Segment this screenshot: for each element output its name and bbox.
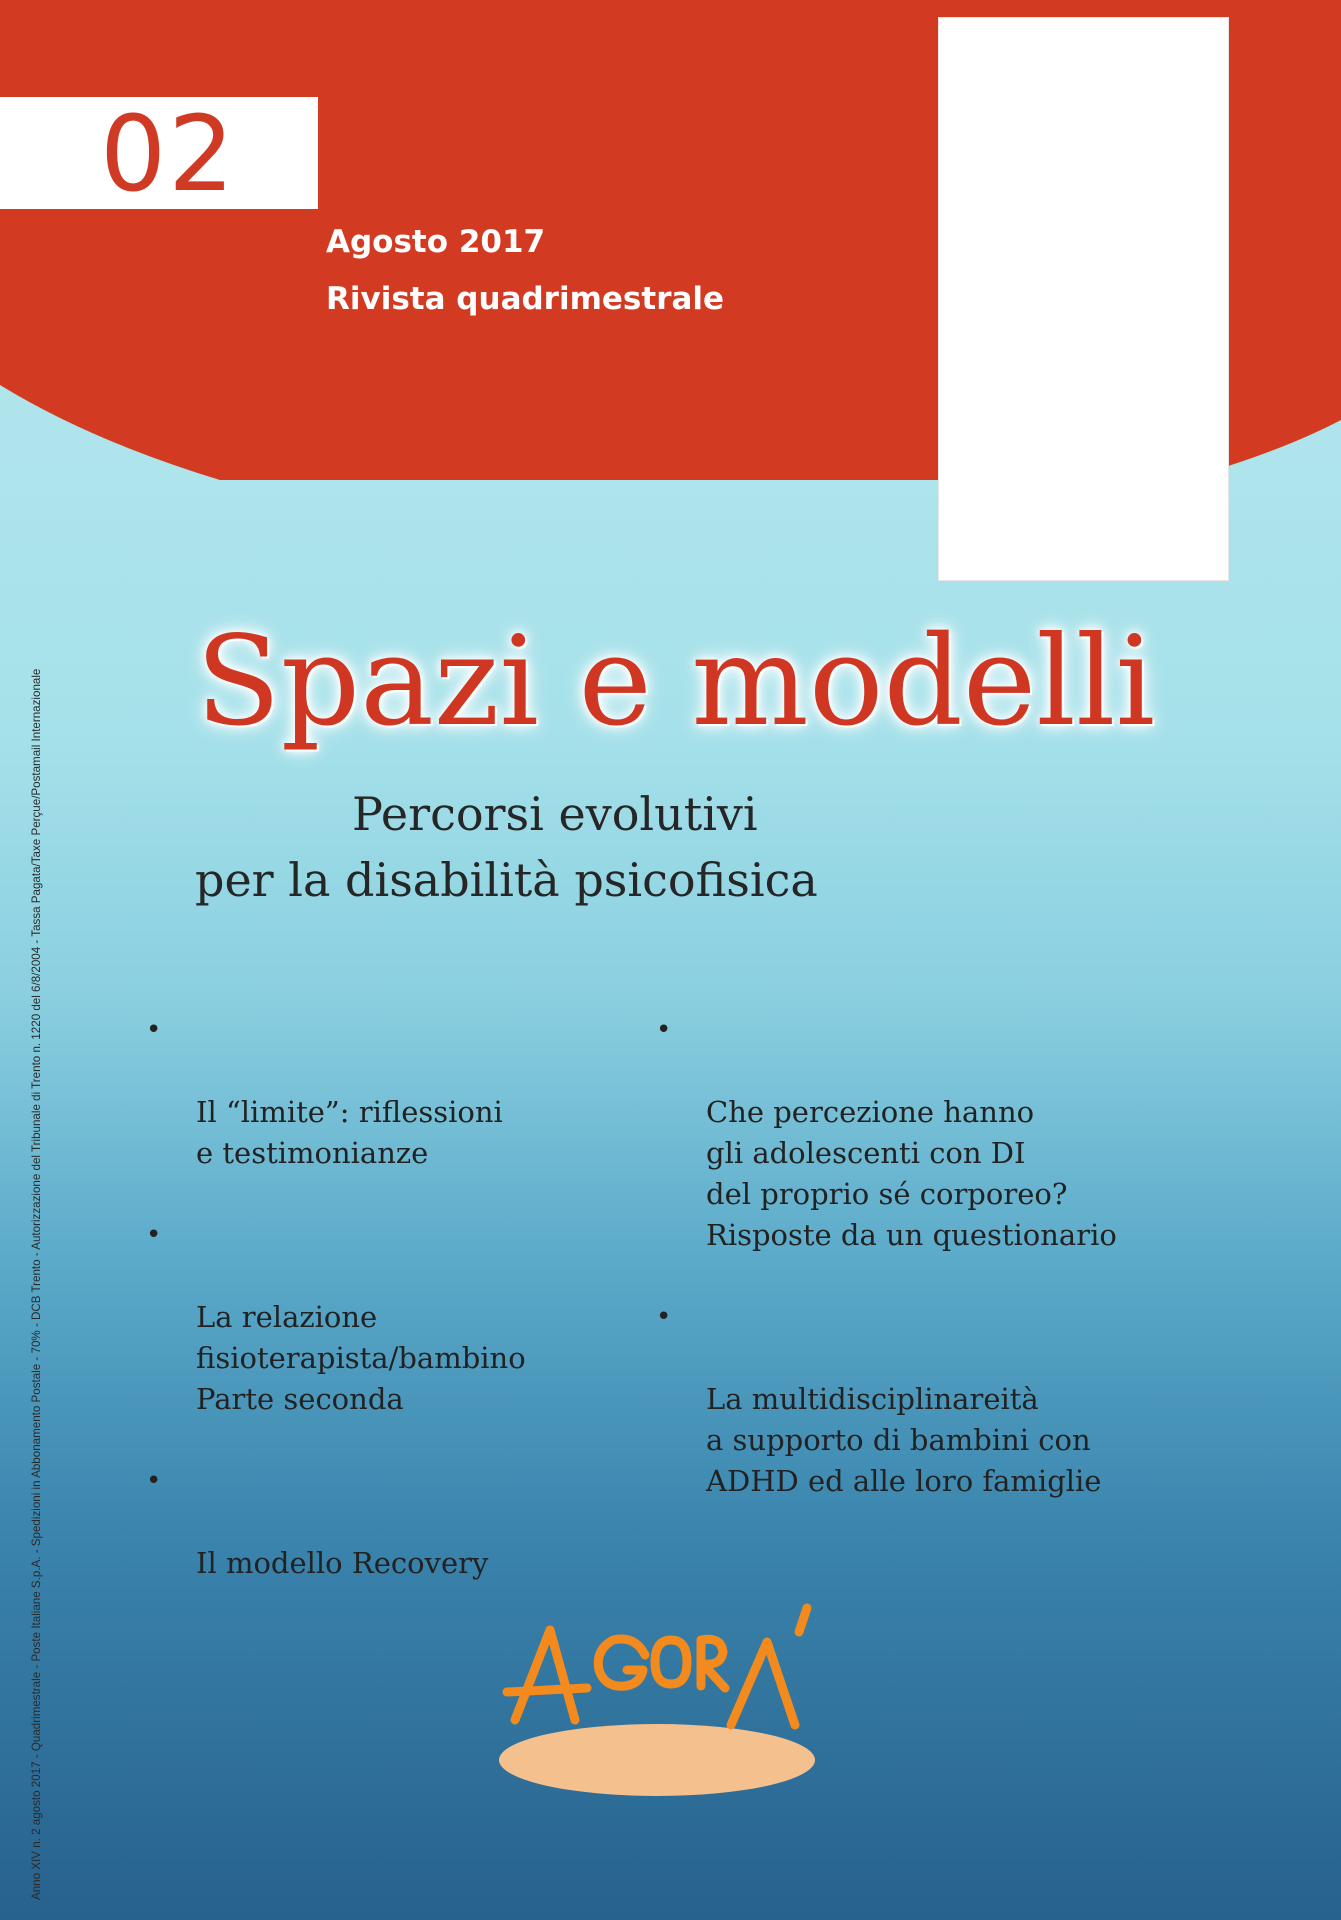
bullet-icon: •	[146, 1466, 162, 1496]
bullet-icon: •	[146, 1015, 162, 1045]
topic-text: Che percezione hanno gli adolescenti con DI del proprio sé corporeo? Risposte da un questionario	[706, 1095, 1117, 1252]
bullet-icon: •	[656, 1302, 672, 1332]
bullet-icon: •	[146, 1220, 162, 1250]
topic-item	[146, 1215, 616, 1420]
magazine-subtitle-line-1: Percorsi evolutivi	[352, 787, 758, 841]
topic-text: La multidisciplinareità a supporto di bambini con ADHD ed alle loro famiglie	[706, 1382, 1102, 1498]
logo-letters	[507, 1608, 807, 1725]
topics-left-column	[146, 1010, 616, 1625]
spine-publication-info: Anno XIV n. 2 agosto 2017 - Quadrimestrale - Poste Italiane S.p.A. - Spedizioni in Abbonamento Postale - 70% - DCB Trento - Autorizzazione del Tribunale di Trento n. 1220 del 6/8/2004 - Tassa Pagata/Taxe Perçue/Postamail Internazionale	[30, 668, 43, 1900]
topics-right-column	[656, 1010, 1216, 1543]
topic-item	[656, 1010, 1216, 1256]
topic-text: Il modello Recovery	[196, 1546, 489, 1580]
topic-item	[656, 1297, 1216, 1502]
topic-text: La relazione fisioterapista/bambino Parte seconda	[196, 1300, 526, 1416]
issue-periodicity: Rivista quadrimestrale	[326, 281, 725, 317]
publisher-logo	[495, 1600, 825, 1800]
topic-text: Il “limite”: riflessioni e testimonianze	[196, 1095, 503, 1170]
issue-number: 02	[100, 93, 237, 215]
topic-item	[146, 1010, 616, 1174]
logo-oval	[499, 1724, 815, 1796]
bullet-icon: •	[656, 1015, 672, 1045]
issue-date: Agosto 2017	[326, 224, 546, 260]
topic-item	[146, 1461, 616, 1584]
magazine-subtitle-line-2: per la disabilità psicofisica	[195, 853, 818, 907]
mailing-label-area	[939, 18, 1228, 580]
magazine-title: Spazi e modelli	[195, 610, 1156, 754]
